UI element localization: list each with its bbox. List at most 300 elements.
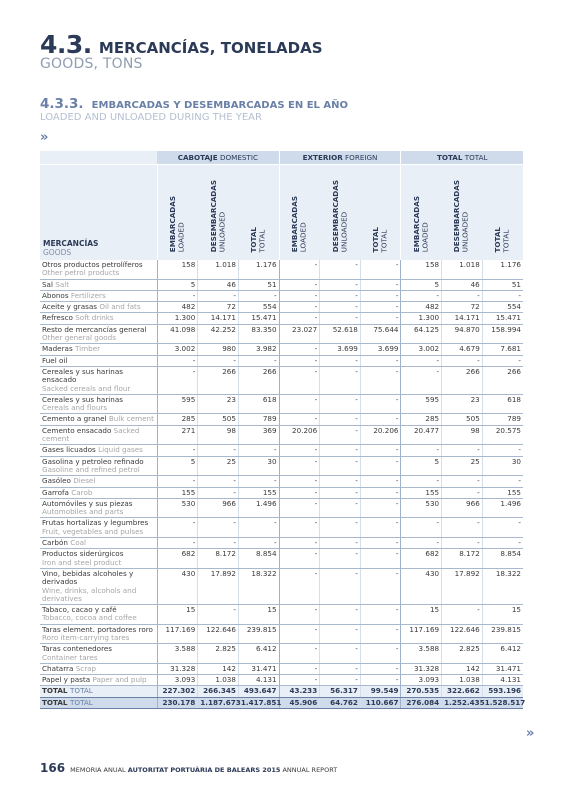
- goods-name-en: Cereals and flours: [42, 403, 108, 413]
- value-cell: -: [442, 445, 483, 456]
- value-cell: 1.038: [442, 675, 483, 686]
- column-header: [401, 165, 442, 261]
- value-cell: 6.412: [238, 644, 279, 664]
- value-cell: -: [320, 476, 361, 487]
- value-cell: -: [320, 355, 361, 366]
- value-cell: -: [401, 445, 442, 456]
- value-cell: 5: [157, 279, 198, 290]
- value-cell: 46: [442, 279, 483, 290]
- value-cell: 8.172: [442, 549, 483, 569]
- goods-name-en: Carob: [71, 487, 93, 497]
- goods-label: [40, 568, 157, 604]
- value-cell: 1.300: [401, 313, 442, 324]
- page-number: 166: [40, 761, 66, 775]
- value-cell: 1.038: [198, 675, 239, 686]
- value-cell: 5: [401, 279, 442, 290]
- goods-name-es: Productos siderúrgicos: [42, 549, 124, 559]
- value-cell: 266.345: [198, 686, 239, 697]
- value-cell: -: [442, 290, 483, 301]
- value-cell: 20.575: [482, 425, 523, 445]
- value-cell: -: [401, 518, 442, 538]
- value-cell: -: [360, 498, 401, 518]
- goods-label: [40, 290, 157, 301]
- value-cell: 3.699: [320, 344, 361, 355]
- value-cell: 64.762: [320, 697, 361, 708]
- row-header-goods: MERCANCÍAS GOODS: [40, 165, 157, 261]
- value-cell: 1.252.435: [442, 697, 483, 708]
- value-cell: -: [360, 414, 401, 425]
- value-cell: 155: [401, 487, 442, 498]
- value-cell: 4.679: [442, 344, 483, 355]
- value-cell: 51: [482, 279, 523, 290]
- value-cell: -: [279, 313, 320, 324]
- goods-name-en: Paper and pulp: [92, 675, 147, 685]
- value-cell: -: [360, 605, 401, 625]
- value-cell: -: [442, 355, 483, 366]
- goods-name-en: Fertilizers: [70, 290, 106, 300]
- value-cell: 230.178: [157, 697, 198, 708]
- value-cell: 227.302: [157, 686, 198, 697]
- value-cell: 23: [442, 394, 483, 414]
- goods-name-en: Timber: [75, 344, 101, 354]
- column-header-en: UNLOADED: [339, 211, 349, 252]
- value-cell: -: [157, 445, 198, 456]
- value-cell: -: [238, 290, 279, 301]
- value-cell: 554: [482, 302, 523, 313]
- value-cell: -: [198, 355, 239, 366]
- goods-name-es: Refresco: [42, 313, 73, 323]
- value-cell: 31.328: [401, 663, 442, 674]
- value-cell: 72: [442, 302, 483, 313]
- table-row: [40, 324, 523, 344]
- value-cell: -: [279, 355, 320, 366]
- column-header: [442, 165, 483, 261]
- value-cell: -: [360, 445, 401, 456]
- table-row: [40, 279, 523, 290]
- value-cell: 2.825: [442, 644, 483, 664]
- value-cell: -: [320, 549, 361, 569]
- column-header-es: EMBARCADAS: [168, 195, 178, 252]
- value-cell: 3.093: [157, 675, 198, 686]
- value-cell: -: [157, 476, 198, 487]
- value-cell: 8.854: [482, 549, 523, 569]
- column-header-es: DESEMBARCADAS: [208, 179, 218, 252]
- value-cell: -: [360, 568, 401, 604]
- table-row: [40, 456, 523, 476]
- goods-label: [40, 476, 157, 487]
- goods-name-en: Soft drinks: [75, 313, 114, 323]
- value-cell: -: [198, 445, 239, 456]
- value-cell: 15: [401, 605, 442, 625]
- section-title-es: MERCANCÍAS, TONELADAS: [98, 39, 323, 57]
- value-cell: 31.328: [157, 663, 198, 674]
- value-cell: 430: [157, 568, 198, 604]
- column-header-en: UNLOADED: [217, 211, 227, 252]
- table-row: [40, 355, 523, 366]
- value-cell: -: [279, 344, 320, 355]
- goods-name-es: Abonos: [42, 290, 69, 300]
- value-cell: 789: [238, 414, 279, 425]
- value-cell: 8.854: [238, 549, 279, 569]
- value-cell: 595: [401, 394, 442, 414]
- value-cell: 276.084: [401, 697, 442, 708]
- value-cell: -: [279, 568, 320, 604]
- goods-name-es: Cemento ensacado: [42, 425, 112, 435]
- goods-label: [40, 549, 157, 569]
- value-cell: 25: [442, 456, 483, 476]
- value-cell: 1.176: [482, 260, 523, 279]
- goods-name-en: TOTAL: [70, 686, 93, 696]
- goods-label: [40, 355, 157, 366]
- column-header-en: LOADED: [420, 222, 430, 252]
- table-row: [40, 663, 523, 674]
- column-header-en: TOTAL: [501, 229, 511, 252]
- table-row: [40, 549, 523, 569]
- table-row: [40, 313, 523, 324]
- value-cell: 15.471: [482, 313, 523, 324]
- goods-label: [40, 324, 157, 344]
- value-cell: -: [198, 487, 239, 498]
- value-cell: 94.870: [442, 324, 483, 344]
- value-cell: 266: [442, 366, 483, 394]
- value-cell: 530: [157, 498, 198, 518]
- value-cell: -: [238, 538, 279, 549]
- value-cell: -: [360, 476, 401, 487]
- value-cell: -: [360, 675, 401, 686]
- value-cell: -: [157, 518, 198, 538]
- value-cell: -: [279, 675, 320, 686]
- value-cell: -: [320, 663, 361, 674]
- value-cell: -: [320, 313, 361, 324]
- value-cell: 3.982: [238, 344, 279, 355]
- value-cell: 72: [198, 302, 239, 313]
- value-cell: 30: [238, 456, 279, 476]
- value-cell: 6.412: [482, 644, 523, 664]
- value-cell: -: [482, 476, 523, 487]
- value-cell: -: [360, 394, 401, 414]
- value-cell: 505: [442, 414, 483, 425]
- value-cell: -: [279, 487, 320, 498]
- value-cell: 117.169: [157, 624, 198, 644]
- value-cell: 122.646: [198, 624, 239, 644]
- value-cell: 266: [198, 366, 239, 394]
- goods-label: [40, 518, 157, 538]
- column-header-es: DESEMBARCADAS: [330, 179, 340, 252]
- table-row: [40, 344, 523, 355]
- column-header-es: TOTAL: [493, 226, 503, 252]
- goods-label: [40, 498, 157, 518]
- value-cell: -: [360, 538, 401, 549]
- value-cell: 8.172: [198, 549, 239, 569]
- goods-name-es: Automóviles y sus piezas: [42, 498, 133, 508]
- column-header: [360, 165, 401, 261]
- goods-name-en: Iron and steel product: [42, 557, 122, 567]
- value-cell: -: [320, 302, 361, 313]
- goods-name-es: Taras element. portadores roro: [42, 624, 153, 634]
- value-cell: 618: [482, 394, 523, 414]
- goods-name-es: Tabaco, cacao y café: [42, 605, 117, 615]
- value-cell: -: [279, 290, 320, 301]
- value-cell: 1.176: [238, 260, 279, 279]
- value-cell: -: [279, 549, 320, 569]
- value-cell: -: [320, 279, 361, 290]
- group-header-total: TOTAL TOTAL: [401, 151, 523, 165]
- goods-name-en: Coal: [70, 538, 87, 548]
- goods-name-en: Oil and fats: [99, 302, 141, 312]
- value-cell: -: [401, 366, 442, 394]
- column-header-en: LOADED: [176, 222, 186, 252]
- value-cell: -: [442, 605, 483, 625]
- goods-name-en: Other general goods: [42, 333, 116, 343]
- goods-name-es: Resto de mercancías general: [42, 324, 147, 334]
- value-cell: 5: [157, 456, 198, 476]
- value-cell: 4.131: [238, 675, 279, 686]
- column-header-en: UNLOADED: [460, 211, 470, 252]
- value-cell: -: [320, 425, 361, 445]
- table-body: [40, 260, 526, 709]
- table-row: [40, 498, 523, 518]
- value-cell: 31.471: [238, 663, 279, 674]
- goods-name-en: Other petrol products: [42, 268, 120, 278]
- table-row: [40, 260, 523, 279]
- value-cell: -: [442, 518, 483, 538]
- goods-label: [40, 279, 157, 290]
- goods-label: [40, 260, 157, 279]
- section-title-en: GOODS, TONS: [40, 56, 143, 72]
- value-cell: 266: [482, 366, 523, 394]
- value-cell: 482: [157, 302, 198, 313]
- goods-label: [40, 313, 157, 324]
- goods-label: [40, 487, 157, 498]
- value-cell: 3.588: [157, 644, 198, 664]
- value-cell: 266: [238, 366, 279, 394]
- value-cell: 2.825: [198, 644, 239, 664]
- goods-label: [40, 302, 157, 313]
- value-cell: -: [279, 663, 320, 674]
- goods-label: [40, 605, 157, 625]
- value-cell: 20.477: [401, 425, 442, 445]
- value-cell: -: [238, 476, 279, 487]
- value-cell: -: [279, 624, 320, 644]
- value-cell: 18.322: [238, 568, 279, 604]
- value-cell: -: [279, 260, 320, 279]
- value-cell: -: [198, 538, 239, 549]
- value-cell: 15.471: [238, 313, 279, 324]
- column-header: [482, 165, 523, 261]
- goods-name-es: Frutas hortalizas y legumbres: [42, 518, 149, 528]
- group-header-foreign: EXTERIOR FOREIGN: [279, 151, 401, 165]
- value-cell: -: [320, 538, 361, 549]
- value-cell: 30: [482, 456, 523, 476]
- value-cell: -: [360, 366, 401, 394]
- goods-name-en: Scrap: [75, 663, 97, 673]
- value-cell: 493.647: [238, 686, 279, 697]
- table-row: [40, 568, 523, 604]
- table-row: [40, 605, 523, 625]
- value-cell: -: [238, 518, 279, 538]
- goods-name-es: Chatarra: [42, 663, 74, 673]
- value-cell: -: [320, 394, 361, 414]
- value-cell: 15: [157, 605, 198, 625]
- group-header-row: [40, 151, 523, 165]
- value-cell: -: [482, 538, 523, 549]
- value-cell: 52.618: [320, 324, 361, 344]
- goods-name-es: Gasolina y petroleo refinado: [42, 456, 144, 466]
- goods-name-es: Taras contenedores: [42, 644, 113, 654]
- value-cell: -: [279, 456, 320, 476]
- value-cell: 142: [198, 663, 239, 674]
- table-row: [40, 644, 523, 664]
- value-cell: 4.131: [482, 675, 523, 686]
- value-cell: 482: [401, 302, 442, 313]
- column-header-es: TOTAL: [248, 226, 258, 252]
- value-cell: 682: [157, 549, 198, 569]
- value-cell: -: [279, 538, 320, 549]
- value-cell: -: [442, 476, 483, 487]
- value-cell: 20.206: [360, 425, 401, 445]
- value-cell: 966: [198, 498, 239, 518]
- value-cell: 56.317: [320, 686, 361, 697]
- value-cell: 1.417.851: [238, 697, 279, 708]
- value-cell: -: [320, 568, 361, 604]
- column-header: [198, 165, 239, 261]
- value-cell: 1.018: [198, 260, 239, 279]
- value-cell: -: [360, 302, 401, 313]
- table-row: [40, 290, 523, 301]
- value-cell: -: [279, 518, 320, 538]
- goods-name-en: Automobiles and parts: [42, 507, 124, 517]
- goods-name-en: Tobacco, cocoa and coffee: [42, 613, 137, 623]
- value-cell: -: [279, 302, 320, 313]
- goods-name-es: Garrofa: [42, 487, 69, 497]
- goods-label: [40, 366, 157, 394]
- value-cell: -: [360, 518, 401, 538]
- table-row: [40, 487, 523, 498]
- goods-label: [40, 344, 157, 355]
- value-cell: -: [198, 290, 239, 301]
- table-row: [40, 414, 523, 425]
- value-cell: 980: [198, 344, 239, 355]
- value-cell: 1.300: [157, 313, 198, 324]
- value-cell: 3.093: [401, 675, 442, 686]
- goods-name-es: Papel y pasta: [42, 675, 91, 685]
- value-cell: -: [198, 476, 239, 487]
- value-cell: -: [320, 498, 361, 518]
- value-cell: -: [320, 414, 361, 425]
- footer-right-text: ANNUAL REPORT: [282, 766, 338, 774]
- value-cell: 430: [401, 568, 442, 604]
- goods-name-es: Gases licuados: [42, 445, 96, 455]
- value-cell: 505: [198, 414, 239, 425]
- value-cell: 43.233: [279, 686, 320, 697]
- value-cell: 64.125: [401, 324, 442, 344]
- value-cell: -: [401, 476, 442, 487]
- value-cell: 42.252: [198, 324, 239, 344]
- goods-name-en: Liquid gases: [98, 445, 143, 455]
- value-cell: 530: [401, 498, 442, 518]
- column-header-row: [40, 165, 523, 261]
- value-cell: 158: [401, 260, 442, 279]
- value-cell: 122.646: [442, 624, 483, 644]
- goods-name-es: Cereales y sus harinas: [42, 394, 123, 404]
- value-cell: -: [157, 355, 198, 366]
- column-header: [279, 165, 320, 261]
- value-cell: -: [320, 290, 361, 301]
- value-cell: -: [157, 366, 198, 394]
- value-cell: -: [279, 279, 320, 290]
- value-cell: 20.206: [279, 425, 320, 445]
- goods-name-es: Aceite y grasas: [42, 302, 98, 312]
- goods-name-es: Vino, bebidas alcoholes y derivados: [42, 568, 134, 587]
- value-cell: 285: [157, 414, 198, 425]
- page-footer: [40, 761, 540, 775]
- chevron-right-icon: »: [526, 726, 532, 741]
- value-cell: -: [320, 518, 361, 538]
- value-cell: -: [279, 414, 320, 425]
- column-header: [238, 165, 279, 261]
- value-cell: 117.169: [401, 624, 442, 644]
- value-cell: 1.528.517: [482, 697, 523, 708]
- value-cell: 1.496: [238, 498, 279, 518]
- value-cell: 46: [198, 279, 239, 290]
- value-cell: 14.171: [442, 313, 483, 324]
- value-cell: 239.815: [238, 624, 279, 644]
- goods-name-en: Roro item-carrying tares: [42, 632, 130, 642]
- goods-label: [40, 538, 157, 549]
- value-cell: -: [360, 290, 401, 301]
- value-cell: 270.535: [401, 686, 442, 697]
- goods-label: [40, 456, 157, 476]
- value-cell: 1.018: [442, 260, 483, 279]
- goods-name-en: Wine, drinks, alcohols and derivatives: [42, 585, 137, 603]
- value-cell: -: [360, 355, 401, 366]
- value-cell: -: [360, 487, 401, 498]
- goods-name-en: Sacked cement: [42, 425, 140, 444]
- value-cell: 618: [238, 394, 279, 414]
- value-cell: 155: [238, 487, 279, 498]
- column-header-es: TOTAL: [370, 226, 380, 252]
- group-header-domestic: CABOTAJE DOMESTIC: [157, 151, 279, 165]
- goods-name-es: Maderas: [42, 344, 73, 354]
- value-cell: -: [279, 366, 320, 394]
- goods-name-en: Fruit, vegetables and pulses: [42, 526, 144, 536]
- value-cell: 17.892: [198, 568, 239, 604]
- section-number: 4.3.: [40, 30, 92, 59]
- value-cell: 99.549: [360, 686, 401, 697]
- value-cell: 7.681: [482, 344, 523, 355]
- value-cell: 23: [198, 394, 239, 414]
- value-cell: -: [360, 260, 401, 279]
- value-cell: -: [320, 456, 361, 476]
- value-cell: -: [238, 445, 279, 456]
- value-cell: -: [279, 476, 320, 487]
- value-cell: -: [320, 366, 361, 394]
- group-header-blank: [40, 151, 157, 165]
- footer-org: AUTORITAT PORTUÀRIA DE BALEARS 2015: [127, 766, 281, 774]
- value-cell: 155: [482, 487, 523, 498]
- value-cell: 322.662: [442, 686, 483, 697]
- goods-name-es: Cemento a granel: [42, 414, 107, 424]
- value-cell: 14.171: [198, 313, 239, 324]
- value-cell: -: [482, 518, 523, 538]
- value-cell: 158: [157, 260, 198, 279]
- value-cell: -: [360, 279, 401, 290]
- value-cell: -: [360, 624, 401, 644]
- value-cell: 682: [401, 549, 442, 569]
- value-cell: -: [238, 355, 279, 366]
- value-cell: 3.002: [157, 344, 198, 355]
- value-cell: 158.994: [482, 324, 523, 344]
